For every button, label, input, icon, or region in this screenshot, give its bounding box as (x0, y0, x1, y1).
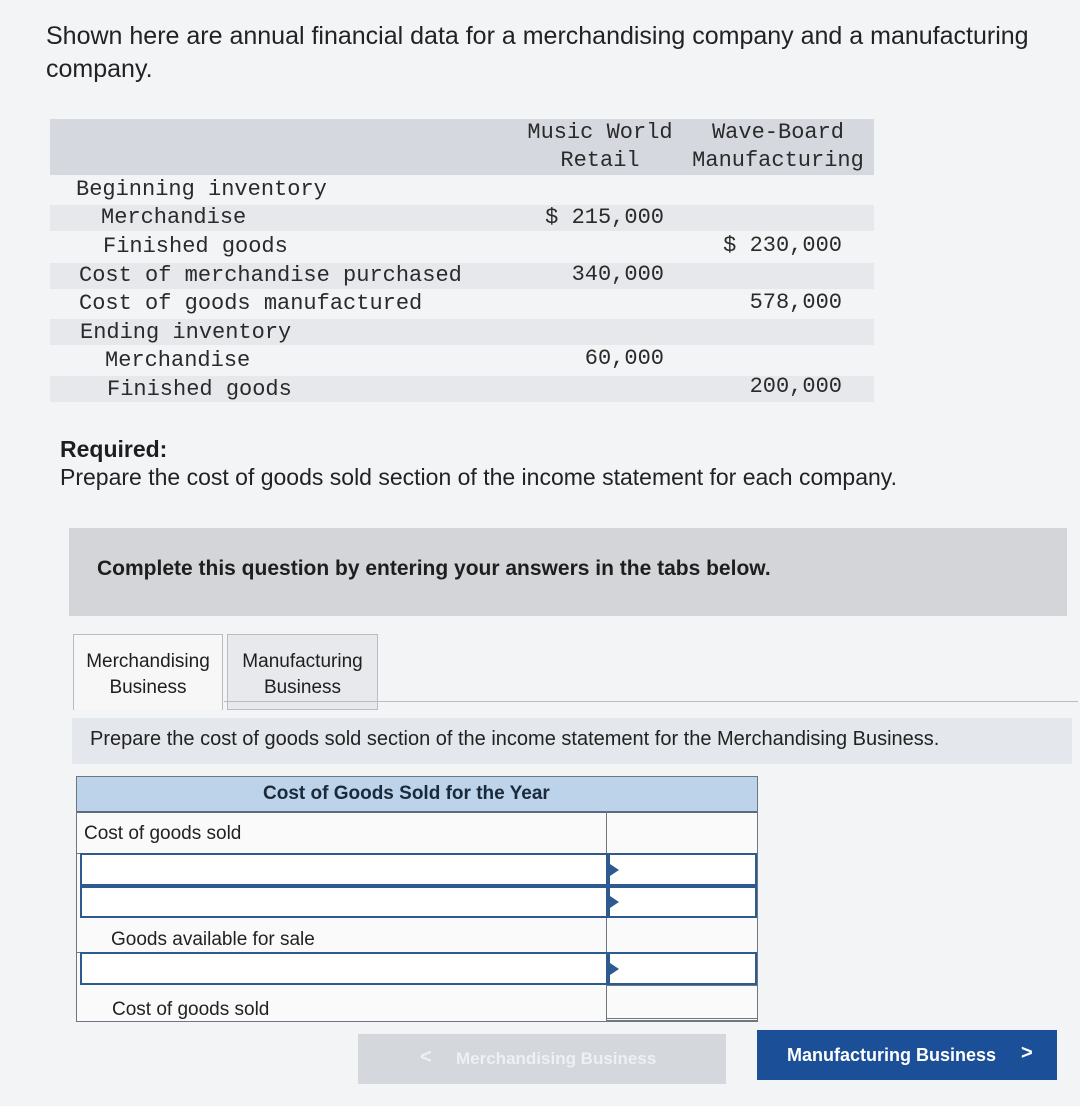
cogs-label-input-2[interactable] (80, 886, 608, 918)
value-wave-finished-begin: $ 230,000 (723, 233, 842, 258)
goods-available-label: Goods available for sale (111, 929, 315, 950)
cogs-row-heading (77, 811, 757, 854)
value-music-merchandise-end: 60,000 (584, 346, 664, 371)
tab-manufacturing-business[interactable]: Manufacturing Business (227, 634, 378, 710)
value-music-merchandise-begin: $ 215,000 (545, 205, 664, 230)
cogs-table-title: Cost of Goods Sold for the Year (263, 783, 550, 804)
intro-text: Shown here are annual financial data for a merchandising company and a manufacturing company. (46, 22, 1029, 83)
value-wave-finished-end: 200,000 (749, 374, 842, 399)
marker-icon (610, 963, 619, 975)
next-tab-button[interactable]: Manufacturing Business > (757, 1030, 1057, 1080)
cogs-total-value (607, 985, 757, 1021)
row-label-cost-merch-purchased: Cost of merchandise purchased (79, 263, 462, 288)
tab-divider (224, 701, 1078, 702)
chevron-left-icon: < (420, 1046, 432, 1068)
cogs-row-heading-label: Cost of goods sold (84, 823, 242, 844)
chevron-right-icon: > (1021, 1042, 1033, 1064)
marker-icon (610, 864, 619, 876)
instructions-banner (69, 528, 1067, 616)
cogs-value-input-2[interactable] (608, 886, 757, 918)
row-label-merchandise-end: Merchandise (105, 348, 251, 373)
cogs-row-goods-available (77, 918, 757, 953)
goods-available-value (607, 918, 757, 952)
row-label-beginning-inventory: Beginning inventory (76, 177, 327, 202)
cogs-input-row (77, 886, 757, 918)
cogs-table (76, 776, 758, 1022)
marker-icon (610, 896, 619, 908)
cogs-label-input-1[interactable] (80, 853, 608, 886)
instructions-banner-text: Complete this question by entering your answers in the tabs below. (97, 557, 771, 580)
required-title: Required: (60, 436, 168, 462)
col-header-wave-board: Wave-Board Manufacturing (692, 120, 864, 173)
cogs-value-input-3[interactable] (608, 952, 757, 985)
prev-tab-button[interactable]: < Merchandising Business (358, 1034, 726, 1084)
cogs-value-input-1[interactable] (608, 853, 757, 886)
cogs-total-label: Cost of goods sold (112, 999, 270, 1020)
required-text: Prepare the cost of goods sold section of the income statement for each company. (60, 464, 897, 490)
cogs-table-header (77, 777, 757, 813)
row-label-finished-goods: Finished goods (103, 234, 288, 259)
row-label-finished-goods-end: Finished goods (107, 377, 292, 402)
row-label-merchandise: Merchandise (101, 205, 247, 230)
tab-instruction (72, 718, 1072, 764)
cogs-input-row (77, 952, 757, 985)
tab-merchandising-business[interactable]: Merchandising Business (73, 634, 223, 710)
row-label-cost-goods-manufactured: Cost of goods manufactured (79, 291, 423, 316)
row-label-ending-inventory: Ending inventory (80, 320, 292, 345)
tab-instruction-text: Prepare the cost of goods sold section of the income statement for the Merchandising Business. (90, 728, 940, 750)
value-wave-manufactured: 578,000 (749, 290, 842, 315)
value-music-purchased: 340,000 (571, 262, 664, 287)
cogs-label-input-3[interactable] (80, 952, 608, 985)
cogs-row-total (77, 985, 757, 1021)
col-header-music-world: Music World Retail (527, 120, 673, 173)
cogs-input-row (77, 853, 757, 886)
